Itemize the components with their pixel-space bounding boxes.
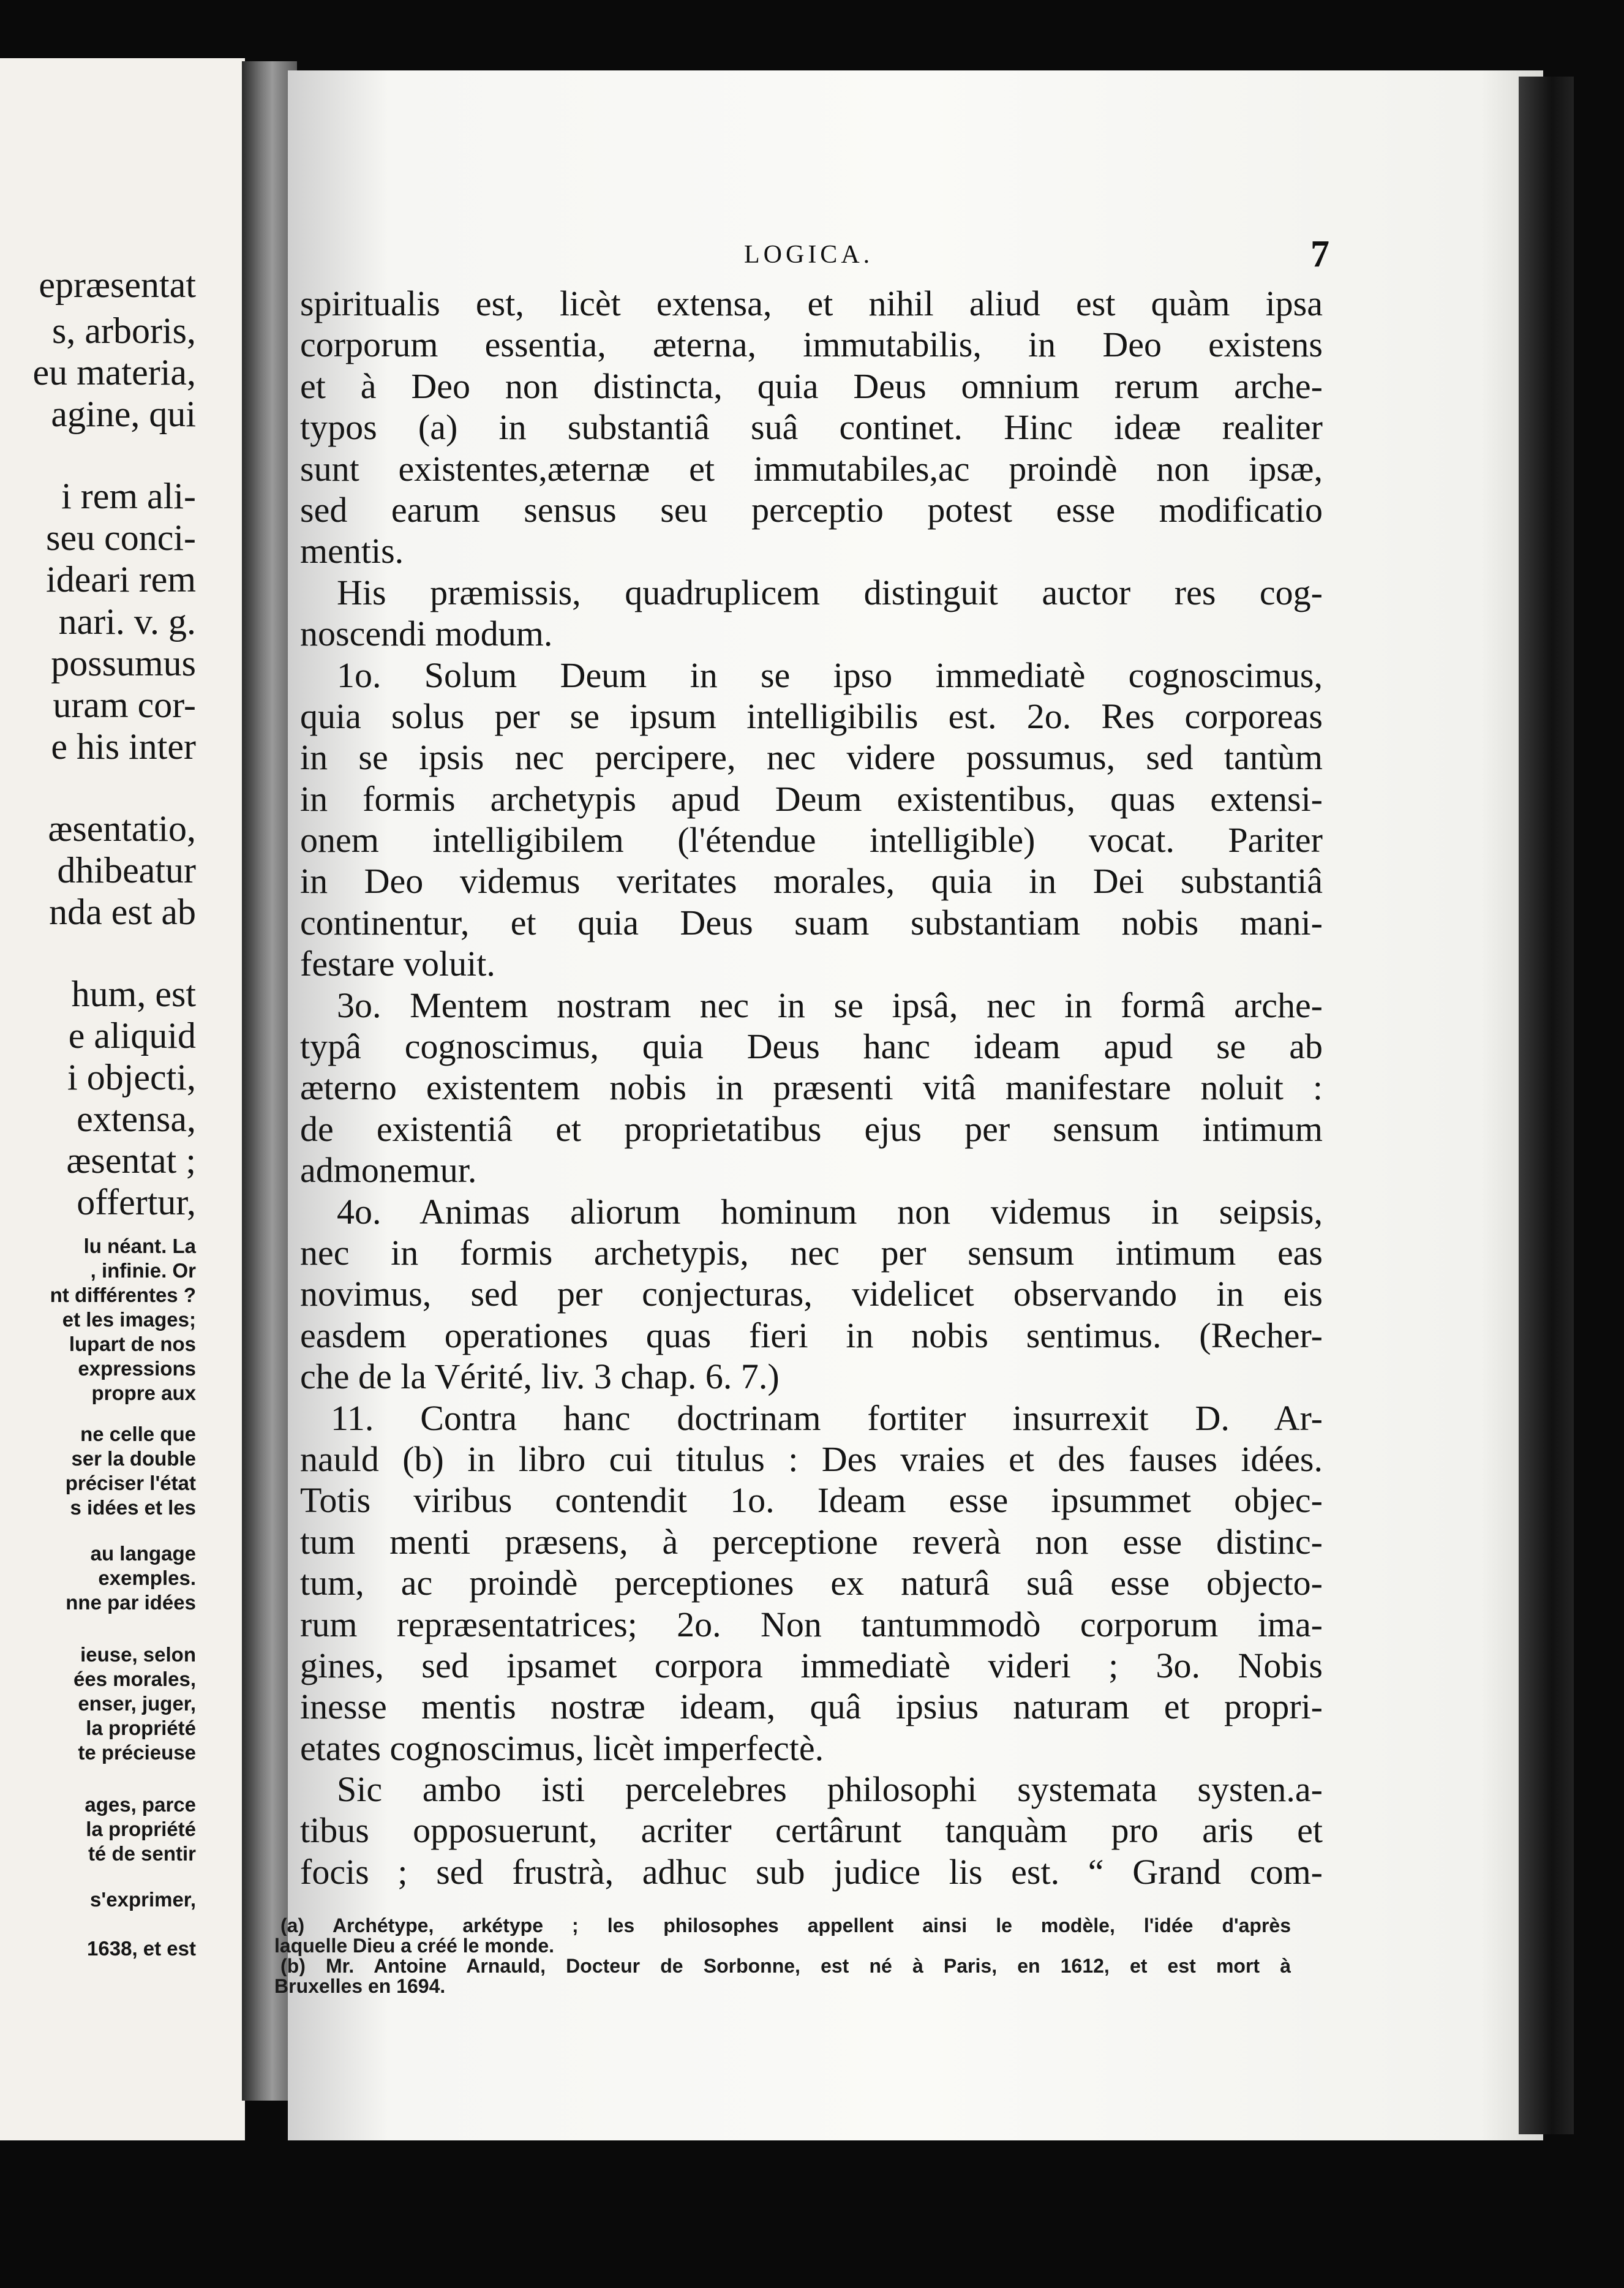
left-page-line: lupart de nos — [69, 1333, 196, 1355]
footnote-line: (a) Archétype, arkétype ; les philosophes appellent ainsi le modèle, l'idée d'après — [280, 1916, 1291, 1936]
text-line: novimus, sed per conjecturas, videlicet observando in eis — [300, 1274, 1323, 1314]
footnote-line: laquelle Dieu a créé le monde. — [274, 1936, 555, 1956]
left-page-line: ieuse, selon — [80, 1643, 196, 1666]
footnote-line: Bruxelles en 1694. — [274, 1976, 446, 1996]
text-line: che de la Vérité, liv. 3 chap. 6. 7.) — [300, 1357, 780, 1397]
left-page-line: i rem ali- — [61, 476, 196, 516]
left-page-line: dhibeatur — [57, 850, 196, 890]
text-line: continentur, et quia Deus suam substantiam nobis mani- — [300, 902, 1323, 943]
text-line: typâ cognoscimus, quia Deus hanc ideam apud se ab — [300, 1026, 1323, 1067]
text-line: noscendi modum. — [300, 614, 553, 654]
text-line: tum menti præsens, à perceptione reverà non esse distinc- — [300, 1521, 1323, 1562]
text-line: in formis archetypis apud Deum existentibus, quas extensi- — [300, 778, 1323, 819]
text-line: quia solus per se ipsum intelligibilis est. 2o. Res corporeas — [300, 696, 1323, 736]
left-page-line: extensa, — [77, 1099, 196, 1139]
left-page-line: epræsentat — [39, 265, 196, 305]
footnote-line: (b) Mr. Antoine Arnauld, Docteur de Sorbonne, est né à Paris, en 1612, et est mort à — [280, 1956, 1291, 1976]
text-line: sunt existentes,æternæ et immutabiles,ac proindè non ipsæ, — [300, 448, 1323, 489]
left-page-line: la propriété — [86, 1818, 196, 1840]
left-page-line: s'exprimer, — [90, 1888, 196, 1911]
left-page-line: préciser l'état — [65, 1472, 196, 1494]
text-line: 4o. Animas aliorum hominum non videmus in seipsis, — [337, 1191, 1323, 1232]
left-page-line: nda est ab — [49, 892, 196, 932]
text-line: rum repræsentatrices; 2o. Non tantummodò corporum ima- — [300, 1604, 1323, 1644]
left-page-line: ées morales, — [73, 1668, 196, 1690]
left-page-line: hum, est — [71, 974, 196, 1014]
left-page-line: uram cor- — [53, 685, 196, 725]
text-line: inesse mentis nostræ ideam, quâ ipsius naturam et propri- — [300, 1687, 1323, 1727]
text-line: 3o. Mentem nostram nec in se ipsâ, nec in formâ arche- — [337, 985, 1323, 1025]
text-line: de existentiâ et proprietatibus ejus per sensum intimum — [300, 1108, 1323, 1149]
left-page-line: agine, qui — [51, 394, 196, 434]
left-page-line: au langage — [90, 1542, 196, 1565]
left-page-line: et les images; — [62, 1308, 196, 1331]
text-line: 1o. Solum Deum in se ipso immediatè cognoscimus, — [337, 655, 1323, 695]
text-line: nauld (b) in libro cui titulus : Des vraies et des fauses idées. — [300, 1439, 1323, 1479]
text-line: gines, sed ipsamet corpora immediatè videri ; 3o. Nobis — [300, 1645, 1323, 1685]
body-text — [300, 283, 1323, 1892]
left-page-line: e his inter — [51, 726, 196, 767]
text-line: 11. Contra hanc doctrinam fortiter insurrexit D. Ar- — [331, 1398, 1323, 1438]
left-page-line: seu conci- — [46, 517, 196, 558]
left-page-line: 1638, et est — [87, 1937, 196, 1960]
left-page-line: expressions — [78, 1357, 196, 1380]
left-page-line: ideari rem — [46, 559, 196, 600]
left-page-line: offertur, — [77, 1182, 196, 1222]
text-line: Sic ambo isti percelebres philosophi systemata systen.a- — [337, 1769, 1323, 1810]
text-line: mentis. — [300, 531, 404, 571]
text-line: His præmissis, quadruplicem distinguit auctor res cog- — [337, 572, 1323, 612]
text-line: et à Deo non distincta, quia Deus omnium rerum arche- — [300, 366, 1323, 406]
text-line: spiritualis est, licèt extensa, et nihil aliud est quàm ipsa — [300, 284, 1323, 323]
text-line: focis ; sed frustrà, adhuc sub judice lis est. “ Grand com- — [300, 1851, 1323, 1892]
text-line: Totis viribus contendit 1o. Ideam esse ipsummet objec- — [300, 1480, 1323, 1521]
left-page-line: propre aux — [91, 1382, 196, 1404]
text-line: easdem operationes quas fieri in nobis sentimus. (Recher- — [300, 1315, 1323, 1355]
text-line: nec in formis archetypis, nec per sensum intimum eas — [300, 1232, 1323, 1273]
text-line: corporum essentia, æterna, immutabilis, in Deo existens — [300, 325, 1323, 365]
text-line: typos (a) in substantiâ suâ continet. Hinc ideæ realiter — [300, 407, 1323, 448]
text-line: tibus opposuerunt, acriter certârunt tanquàm pro aris et — [300, 1810, 1323, 1851]
left-page-line: té de sentir — [88, 1842, 196, 1865]
text-line: etates cognoscimus, licèt imperfectè. — [300, 1728, 824, 1768]
left-page-line: possumus — [51, 643, 196, 683]
left-page-line: lu néant. La — [83, 1235, 196, 1257]
page-edge — [1519, 77, 1574, 2134]
text-line: onem intelligibilem (l'étendue intelligible) vocat. Pariter — [300, 820, 1323, 860]
left-page-line: nt différentes ? — [50, 1284, 196, 1306]
running-head: LOGICA. — [744, 241, 874, 269]
left-page-line: s idées et les — [70, 1496, 196, 1519]
footnotes — [274, 1916, 1291, 1996]
text-line: tum, ac proindè perceptiones ex naturâ suâ esse objecto- — [300, 1563, 1323, 1603]
left-page-line: te précieuse — [78, 1741, 196, 1764]
left-page — [0, 58, 245, 2140]
text-line: admonemur. — [300, 1150, 477, 1191]
text-line: in Deo videmus veritates morales, quia in Dei substantiâ — [300, 861, 1323, 901]
left-page-line: enser, juger, — [78, 1692, 196, 1715]
left-page-line: ages, parce — [85, 1793, 196, 1816]
left-page-line: s, arboris, — [52, 310, 196, 351]
left-page-line: ser la double — [71, 1447, 196, 1470]
left-page-line: exemples. — [98, 1567, 196, 1589]
left-page-line: ne celle que — [80, 1423, 196, 1445]
text-line: in se ipsis nec percipere, nec videre possumus, sed tantùm — [300, 737, 1323, 778]
left-page-line: , infinie. Or — [90, 1259, 196, 1282]
text-line: æterno existentem nobis in præsenti vitâ manifestare noluit : — [300, 1067, 1323, 1108]
left-page-line: æsentatio, — [48, 808, 196, 849]
text-line: sed earum sensus seu perceptio potest esse modificatio — [300, 489, 1323, 530]
left-page-line: nne par idées — [66, 1591, 196, 1614]
text-line: festare voluit. — [300, 944, 495, 984]
left-page-line: eu materia, — [32, 352, 196, 393]
page-number: 7 — [1310, 233, 1329, 275]
left-page-line: æsentat ; — [66, 1140, 196, 1181]
left-page-line: nari. v. g. — [58, 601, 196, 642]
left-page-line: i objecti, — [67, 1057, 196, 1097]
left-page-line: la propriété — [86, 1717, 196, 1739]
left-page-line: e aliquid — [68, 1015, 196, 1056]
